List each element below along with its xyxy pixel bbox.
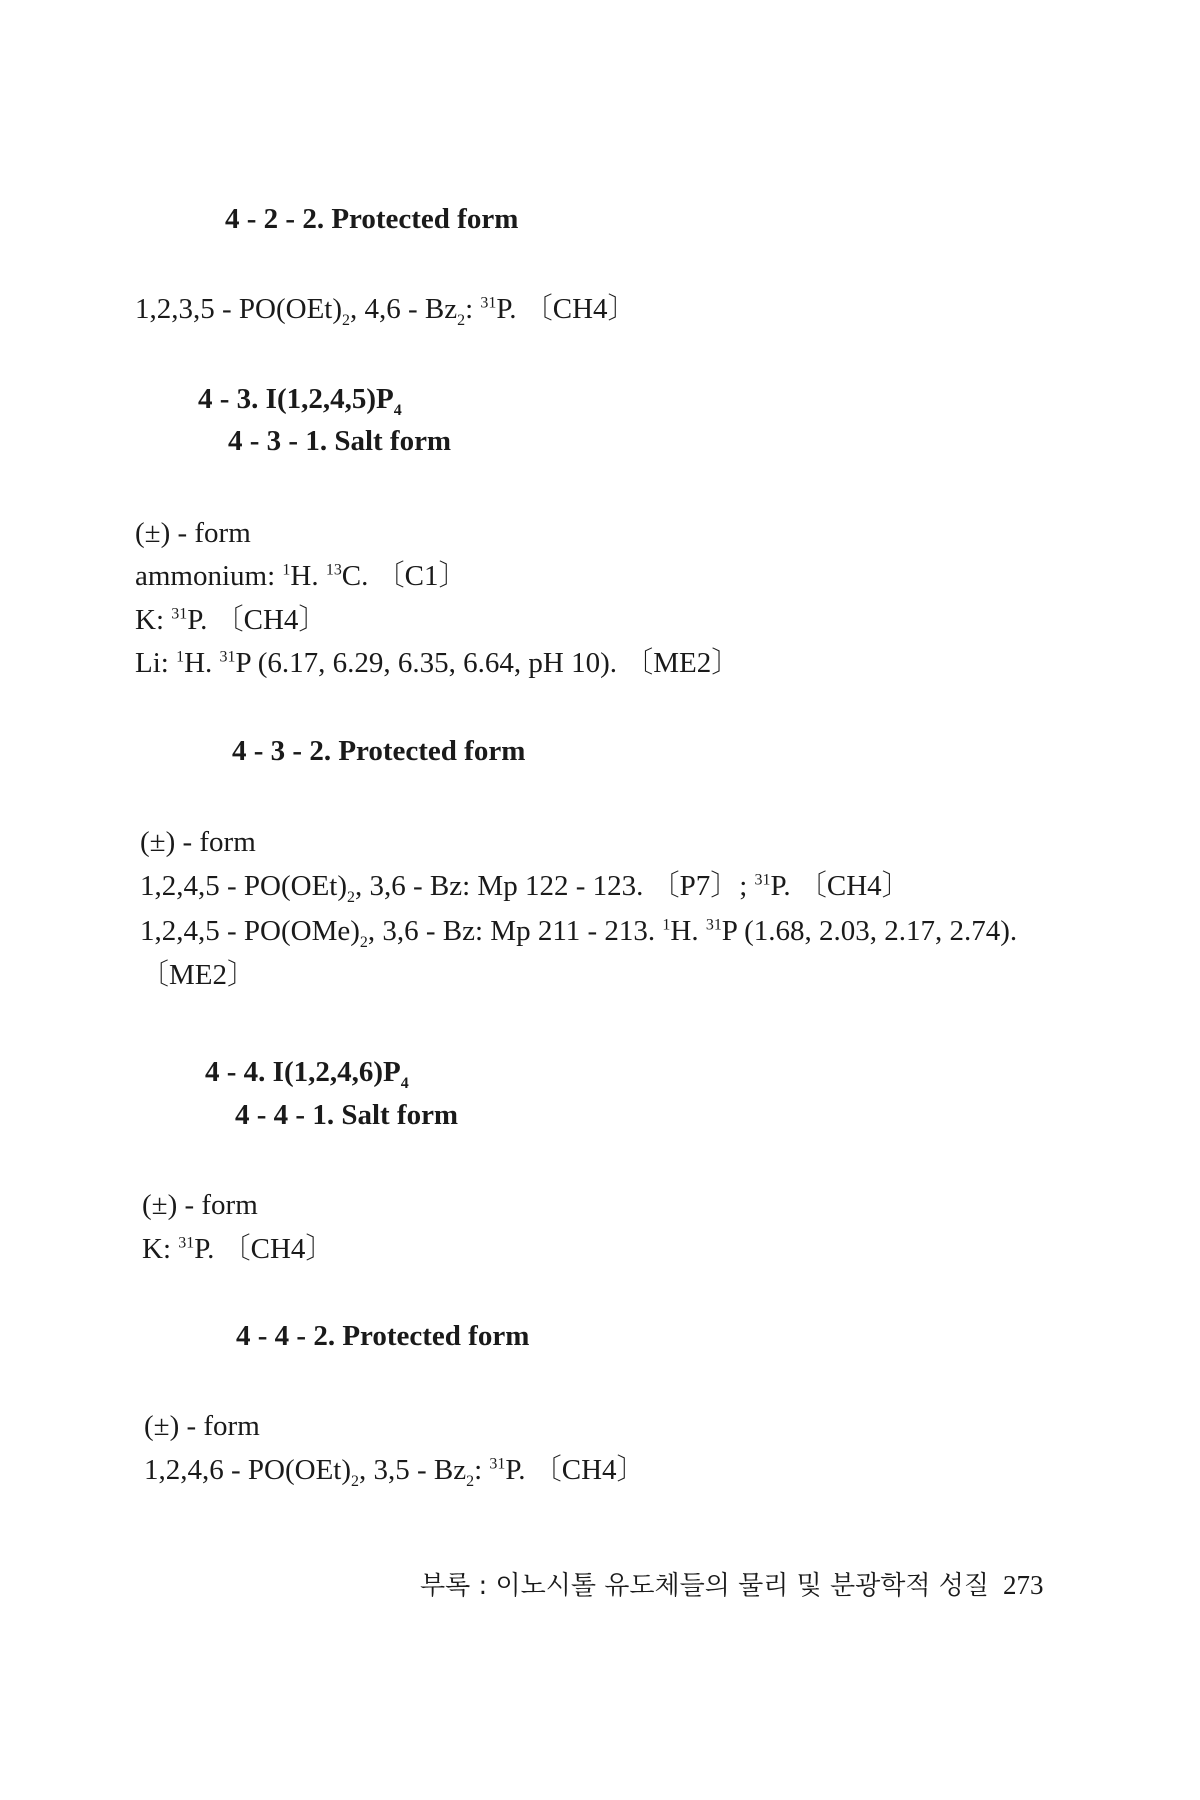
text-line: (±) - form	[142, 1189, 258, 1221]
heading-4-3: 4 - 3. $I(1,2,4,5)P_4$	[198, 383, 402, 419]
text-line: K: $^{31}$P. 〔CH4〕	[135, 604, 328, 636]
heading-4-4: 4 - 4. $I(1,2,4,6)P_4$	[205, 1056, 409, 1092]
heading-4-4-1: 4 - 4 - 1. Salt form	[235, 1099, 459, 1131]
text-line: 〔ME2〕	[140, 959, 257, 991]
text-line: ammonium: $^1$H. $^{13}$C. 〔C1〕	[135, 560, 468, 592]
page-number: 273	[1002, 1570, 1044, 1600]
page-footer	[420, 1565, 1043, 1602]
text-line: K: $^{31}$P. 〔CH4〕	[142, 1233, 335, 1265]
text-line: (±) - form	[144, 1410, 260, 1442]
text-line: $1,2,3,5 - PO(OEt)_2$, $4,6 - Bz_2$: $^{31}$P. 〔CH4〕	[135, 293, 637, 329]
footer-title: 부록 : 이노시톨 유도체들의 물리 및 분광학적 성질	[420, 1571, 989, 1601]
heading-4-3-1: 4 - 3 - 1. Salt form	[228, 425, 452, 457]
text-line: $1,2,4,5 - PO(OMe)_2$, 3,6 - Bz: Mp 211 - 213. $^1$H. $^{31}$P (1.68, 2.03, 2.17, 2.74).	[140, 915, 1018, 951]
heading-4-3-2: 4 - 3 - 2. Protected form	[232, 735, 526, 767]
text-line: Li: $^1$H. $^{31}$P (6.17, 6.29, 6.35, 6.64, pH 10). 〔ME2〕	[135, 647, 741, 679]
heading-4-2-2: 4 - 2 - 2. Protected form	[225, 203, 519, 235]
text-line: (±) - form	[135, 517, 251, 549]
text-line: $1,2,4,5 - PO(OEt)_2$, 3,6 - Bz: Mp 122 - 123. 〔P7〕; $^{31}$P. 〔CH4〕	[140, 870, 911, 906]
text-line: (±) - form	[140, 826, 256, 858]
text-line: $1,2,4,6 - PO(OEt)_2$, $3,5 - Bz_2$: $^{31}$P. 〔CH4〕	[144, 1454, 646, 1490]
heading-4-4-2: 4 - 4 - 2. Protected form	[236, 1320, 530, 1352]
